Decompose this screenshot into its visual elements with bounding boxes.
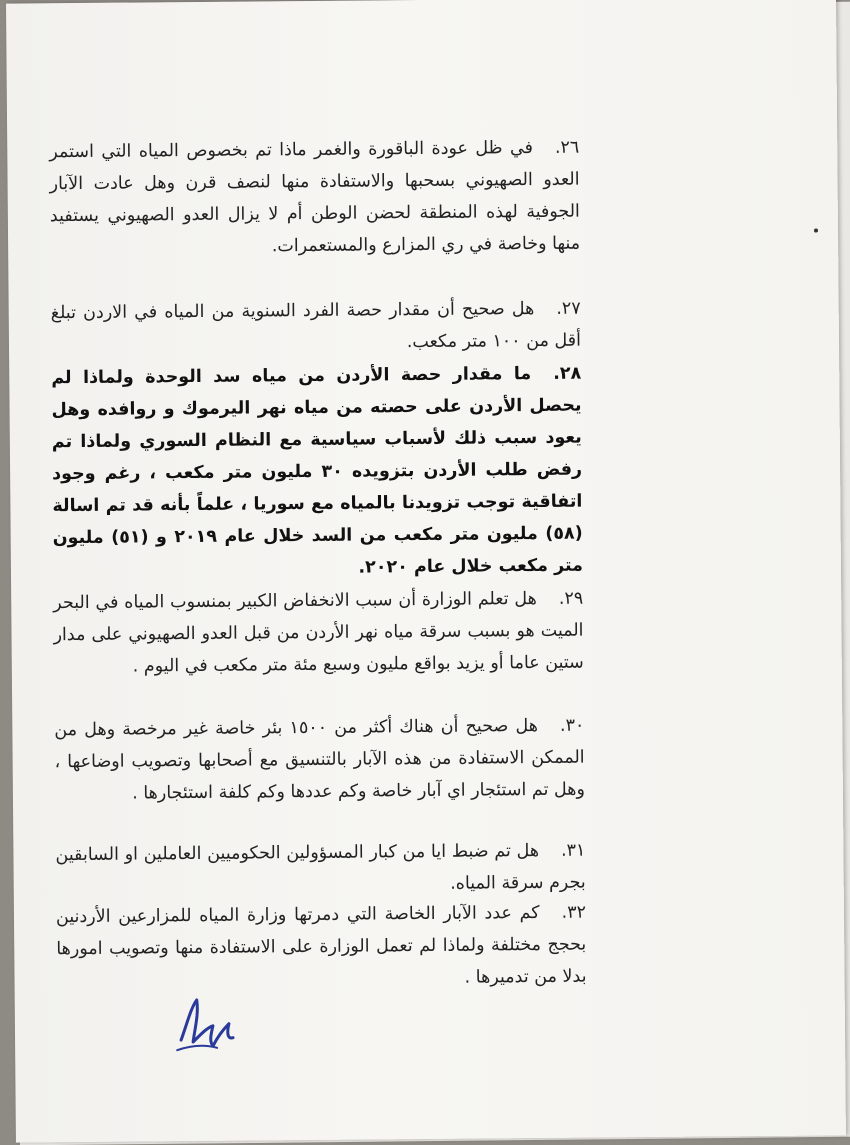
question-number: ٢٩. [558,588,584,609]
question-number: ٣٢. [561,902,587,923]
question-text: هل صحيح أن مقدار حصة الفرد السنوية من المياه في الاردن تبلغ أقل من ١٠٠ متر مكعب. [50,298,582,352]
document-page [6,0,846,1143]
question-item [55,834,586,903]
question-item [53,582,584,683]
question-number: ٢٧. [556,298,581,319]
question-text: هل تعلم الوزارة أن سبب الانخفاض الكبير بمنسوب المياه في البحر الميت هو بسبب سرقة مياه نهر الأردن من قبل العدو الصهيوني على مدار ستين عاما أو يزيد بواقع مليون وسبع مئة متر مكعب في اليوم . [53,588,584,677]
question-number: ٣١. [560,840,586,861]
question-item [51,357,583,586]
question-text: في ظل عودة الباقورة والغمر ماذا تم بخصوص المياه التي استمر العدو الصهيوني بسحبها والاستفادة منها لنصف قرن وهل عادت الآبار الجوفية لهذه المنطقة لحضن الوطن أم لا يزال العدو الصهيوني يستفيد منها وخاصة في ري المزارع والمستعمرات. [49,137,581,256]
question-number: ٢٨. [553,363,582,384]
question-item [51,292,582,361]
question-text: هل تم ضبط ايا من كبار المسؤولين الحكوميين العاملين او السابقين بجرم سرقة المياه. [55,840,586,894]
question-item [54,709,585,810]
question-text: كم عدد الآبار الخاصة التي دمرتها وزارة المياه للمزارعين الأردنين بحجج مختلفة ولماذا لم تعمل الوزارة على الاستفادة منها وتصويب امورها بدلا من تدميرها . [55,902,587,988]
ink-dot [814,229,818,233]
question-item [56,896,587,997]
question-number: ٣٠. [559,715,585,736]
question-number: ٢٦. [554,137,580,158]
handwritten-signature [173,994,240,1057]
question-text: هل صحيح أن هناك أكثر من ١٥٠٠ بئر خاصة غير مرخصة وهل من الممكن الاستفادة من هذه الآبار بالتنسيق مع أصحابها وتصويب اوضاعها ، وهل تم استئجار اي آبار خاصة وكم عددها وكم كلفة استئجارها . [54,715,585,804]
question-text: ما مقدار حصة الأردن من مياه سد الوحدة ولماذا لم يحصل الأردن على حصته من مياه نهر اليرموك و روافده وهل يعود سبب ذلك لأسباب سياسية مع النظام السوري ولماذا تم رفض طلب الأردن بتزويده ٣٠ مليون متر مكعب ، رغم وجود اتفاقية توجب تزويدنا بالمياه مع سوريا ، علماً بأنه قد تم اسالة (٥٨) مليون متر مكعب من السد خلال عام ٢٠١٩ و (٥١) مليون متر مكعب خلال عام ٢٠٢٠. [51,363,584,578]
question-item [49,131,580,264]
